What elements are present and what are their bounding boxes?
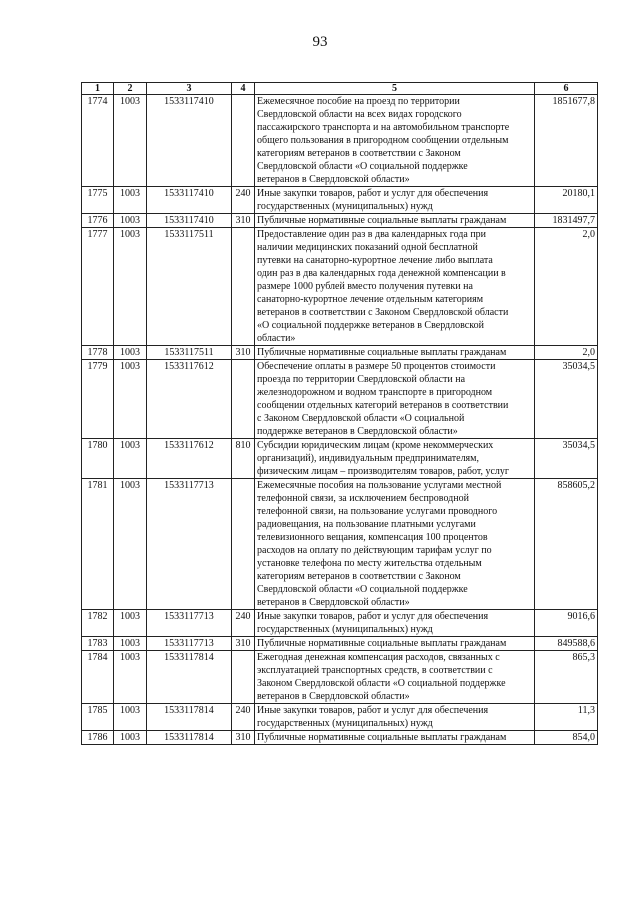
table-row	[82, 439, 598, 479]
description-line: расходов на оплату по действующим тарифам услуг по	[257, 545, 492, 556]
amount-cell: 854,0	[535, 731, 598, 745]
amount-cell: 865,3	[535, 651, 598, 704]
expense-type-cell: 310	[232, 637, 255, 651]
expense-type-cell: 240	[232, 704, 255, 731]
section-code-cell: 1003	[114, 479, 147, 610]
description-line: телевизионного вещания, компенсация 100 процентов	[257, 532, 488, 543]
description-line: Свердловской области на всех видах городского	[257, 109, 462, 120]
description-line: Ежемесячное пособие на проезд по территории	[257, 96, 460, 107]
amount-cell: 35034,5	[535, 360, 598, 439]
description-line: Иные закупки товаров, работ и услуг для обеспечения	[257, 611, 489, 622]
description-line: государственных (муниципальных) нужд	[257, 718, 433, 729]
table-row	[82, 360, 598, 439]
amount-cell: 11,3	[535, 704, 598, 731]
row-number-cell: 1774	[82, 95, 114, 187]
description-cell	[255, 651, 535, 704]
description-line: ветеранов в Свердловской области»	[257, 691, 410, 702]
amount-cell: 2,0	[535, 228, 598, 346]
description-cell	[255, 439, 535, 479]
description-cell	[255, 704, 535, 731]
page-number: 93	[312, 34, 328, 50]
row-number-cell: 1778	[82, 346, 114, 360]
column-header-3: 3	[147, 83, 232, 95]
table-row	[82, 95, 598, 187]
description-line: установке телефона по месту жительства отдельным	[257, 558, 482, 569]
description-line: области»	[257, 333, 296, 344]
section-code-cell: 1003	[114, 651, 147, 704]
target-code-cell: 1533117511	[147, 346, 232, 360]
description-cell	[255, 637, 535, 651]
amount-cell: 858605,2	[535, 479, 598, 610]
target-code-cell: 1533117713	[147, 479, 232, 610]
description-line: эксплуатацией транспортных средств, в соответствии с	[257, 665, 493, 676]
expense-type-cell: 310	[232, 214, 255, 228]
description-line: Свердловской области «О социальной поддержке	[257, 161, 468, 172]
budget-table	[81, 82, 598, 745]
description-line: ветеранов в Свердловской области»	[257, 174, 410, 185]
description-line: Предоставление один раз в два календарных года при	[257, 229, 487, 240]
target-code-cell: 1533117612	[147, 360, 232, 439]
description-line: размере 1000 рублей вместо получения путевки на	[257, 281, 473, 292]
description-line: путевки на санаторно-курортное лечение либо выплата	[257, 255, 493, 266]
section-code-cell: 1003	[114, 346, 147, 360]
target-code-cell: 1533117410	[147, 95, 232, 187]
target-code-cell: 1533117814	[147, 704, 232, 731]
target-code-cell: 1533117511	[147, 228, 232, 346]
description-line: проезда по территории Свердловской области на	[257, 374, 466, 385]
description-line: телефонной связи, на пользование услугами проводного	[257, 506, 498, 517]
description-line: категориям ветеранов в соответствии с Законом	[257, 148, 461, 159]
row-number-cell: 1785	[82, 704, 114, 731]
description-line: Публичные нормативные социальные выплаты гражданам	[257, 732, 507, 743]
description-line: Иные закупки товаров, работ и услуг для обеспечения	[257, 705, 489, 716]
expense-type-cell: 310	[232, 346, 255, 360]
table-row	[82, 479, 598, 610]
amount-cell: 2,0	[535, 346, 598, 360]
section-code-cell: 1003	[114, 95, 147, 187]
row-number-cell: 1779	[82, 360, 114, 439]
row-number-cell: 1776	[82, 214, 114, 228]
table-row	[82, 346, 598, 360]
column-header-6: 6	[535, 83, 598, 95]
description-cell	[255, 214, 535, 228]
target-code-cell: 1533117410	[147, 214, 232, 228]
description-line: сообщении отдельных категорий ветеранов в соответствии	[257, 400, 509, 411]
expense-type-cell	[232, 651, 255, 704]
amount-cell: 1851677,8	[535, 95, 598, 187]
description-line: физическим лицам – производителям товаров, работ, услуг	[257, 466, 510, 477]
description-line: с Законом Свердловской области «О социальной	[257, 413, 465, 424]
description-cell	[255, 95, 535, 187]
amount-cell: 1831497,7	[535, 214, 598, 228]
target-code-cell: 1533117713	[147, 610, 232, 637]
description-line: телефонной связи, за исключением беспроводной	[257, 493, 469, 504]
description-line: железнодорожном и водном транспорте в пригородном	[257, 387, 493, 398]
expense-type-cell: 310	[232, 731, 255, 745]
expense-type-cell: 810	[232, 439, 255, 479]
description-line: Обеспечение оплаты в размере 50 процентов стоимости	[257, 361, 496, 372]
section-code-cell: 1003	[114, 228, 147, 346]
row-number-cell: 1784	[82, 651, 114, 704]
description-cell	[255, 346, 535, 360]
expense-type-cell: 240	[232, 187, 255, 214]
table-header-row	[82, 83, 598, 95]
description-line: санаторно-курортное лечение отдельным категориям	[257, 294, 484, 305]
description-line: Публичные нормативные социальные выплаты гражданам	[257, 215, 507, 226]
column-header-5: 5	[255, 83, 535, 95]
description-line: Иные закупки товаров, работ и услуг для обеспечения	[257, 188, 489, 199]
row-number-cell: 1782	[82, 610, 114, 637]
description-line: организаций), индивидуальным предпринимателям,	[257, 453, 479, 464]
amount-cell: 20180,1	[535, 187, 598, 214]
amount-cell: 35034,5	[535, 439, 598, 479]
description-line: один раз в два календарных года денежной компенсации в	[257, 268, 506, 279]
expense-type-cell	[232, 95, 255, 187]
row-number-cell: 1780	[82, 439, 114, 479]
expense-type-cell	[232, 228, 255, 346]
section-code-cell: 1003	[114, 439, 147, 479]
table-row	[82, 187, 598, 214]
description-line: Субсидии юридическим лицам (кроме некоммерческих	[257, 440, 494, 451]
description-line: пассажирского транспорта и на автомобильном транспорте	[257, 122, 510, 133]
description-line: Ежемесячные пособия на пользование услугами местной	[257, 480, 502, 491]
expense-type-cell	[232, 479, 255, 610]
table-body	[82, 95, 598, 745]
description-line: радиовещания, на пользование платными услугами	[257, 519, 476, 530]
description-line: Ежегодная денежная компенсация расходов, связанных с	[257, 652, 500, 663]
section-code-cell: 1003	[114, 610, 147, 637]
description-cell	[255, 228, 535, 346]
description-line: наличии медицинских показаний одной бесплатной	[257, 242, 478, 253]
table-row	[82, 228, 598, 346]
description-line: «О социальной поддержке ветеранов в Свердловской	[257, 320, 484, 331]
table-row	[82, 610, 598, 637]
section-code-cell: 1003	[114, 637, 147, 651]
column-header-1: 1	[82, 83, 114, 95]
row-number-cell: 1775	[82, 187, 114, 214]
description-cell	[255, 610, 535, 637]
description-line: ветеранов в Свердловской области»	[257, 597, 410, 608]
expense-type-cell	[232, 360, 255, 439]
description-line: Законом Свердловской области «О социальной поддержке	[257, 678, 506, 689]
description-line: поддержке ветеранов в Свердловской области»	[257, 426, 458, 437]
target-code-cell: 1533117814	[147, 731, 232, 745]
description-line: общего пользования в пригородном сообщении отдельным	[257, 135, 509, 146]
description-cell	[255, 187, 535, 214]
description-line: Публичные нормативные социальные выплаты гражданам	[257, 638, 507, 649]
column-header-4: 4	[232, 83, 255, 95]
amount-cell: 9016,6	[535, 610, 598, 637]
column-header-2: 2	[114, 83, 147, 95]
description-line: ветеранов в соответствии с Законом Свердловской области	[257, 307, 509, 318]
row-number-cell: 1777	[82, 228, 114, 346]
row-number-cell: 1781	[82, 479, 114, 610]
target-code-cell: 1533117612	[147, 439, 232, 479]
table-row	[82, 637, 598, 651]
target-code-cell: 1533117713	[147, 637, 232, 651]
description-line: категориям ветеранов в соответствии с Законом	[257, 571, 461, 582]
section-code-cell: 1003	[114, 360, 147, 439]
section-code-cell: 1003	[114, 214, 147, 228]
description-line: государственных (муниципальных) нужд	[257, 624, 433, 635]
description-cell	[255, 479, 535, 610]
table-row	[82, 214, 598, 228]
table-row	[82, 731, 598, 745]
description-line: Свердловской области «О социальной поддержке	[257, 584, 468, 595]
table-row	[82, 704, 598, 731]
row-number-cell: 1783	[82, 637, 114, 651]
target-code-cell: 1533117814	[147, 651, 232, 704]
section-code-cell: 1003	[114, 187, 147, 214]
row-number-cell: 1786	[82, 731, 114, 745]
description-cell	[255, 731, 535, 745]
expense-type-cell: 240	[232, 610, 255, 637]
table-row	[82, 651, 598, 704]
description-cell	[255, 360, 535, 439]
target-code-cell: 1533117410	[147, 187, 232, 214]
description-line: Публичные нормативные социальные выплаты гражданам	[257, 347, 507, 358]
description-line: государственных (муниципальных) нужд	[257, 201, 433, 212]
section-code-cell: 1003	[114, 704, 147, 731]
section-code-cell: 1003	[114, 731, 147, 745]
amount-cell: 849588,6	[535, 637, 598, 651]
